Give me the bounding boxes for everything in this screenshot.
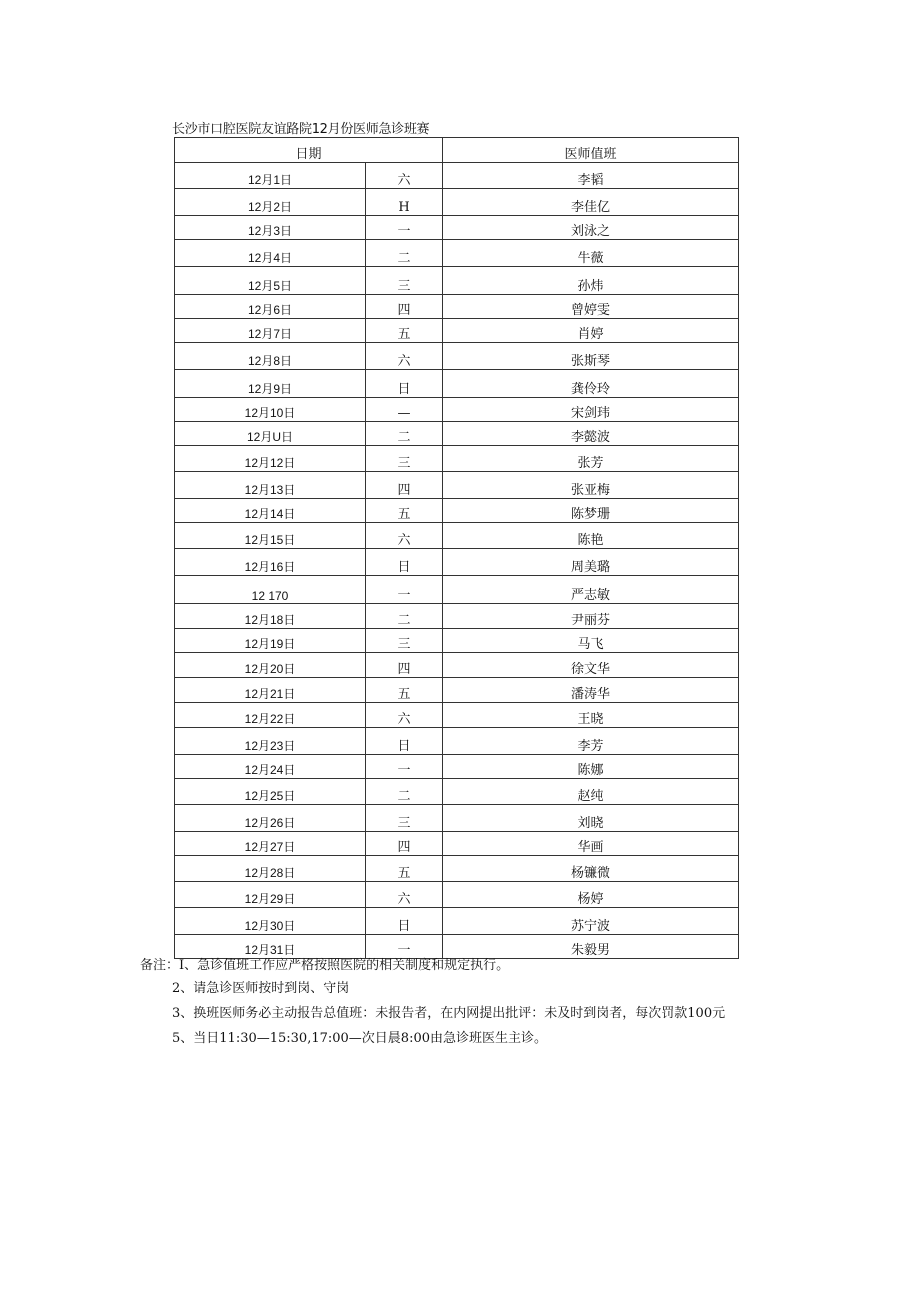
date-cell: 12月5日 bbox=[175, 267, 366, 295]
table-row bbox=[175, 523, 739, 549]
date-cell: 12月16日 bbox=[175, 549, 366, 576]
date-cell: 12月27日 bbox=[175, 832, 366, 856]
weekday-cell: 三 bbox=[366, 805, 443, 832]
table-row bbox=[175, 319, 739, 343]
doctor-cell: 张亚梅 bbox=[443, 472, 739, 499]
doctor-cell: 龚伶玲 bbox=[443, 370, 739, 398]
weekday-cell: 六 bbox=[366, 523, 443, 549]
weekday-cell: 三 bbox=[366, 629, 443, 653]
doctor-cell: 刘晓 bbox=[443, 805, 739, 832]
date-cell: 12月9日 bbox=[175, 370, 366, 398]
weekday-cell: 日 bbox=[366, 728, 443, 755]
table-header-row bbox=[175, 138, 739, 163]
weekday-cell: 日 bbox=[366, 549, 443, 576]
doctor-cell: 杨婷 bbox=[443, 882, 739, 908]
weekday-cell: 四 bbox=[366, 832, 443, 856]
weekday-cell: 六 bbox=[366, 343, 443, 370]
doctor-cell: 王晓 bbox=[443, 703, 739, 728]
date-cell: 12月U日 bbox=[175, 422, 366, 446]
date-cell: 12月23日 bbox=[175, 728, 366, 755]
date-cell: 12月7日 bbox=[175, 319, 366, 343]
remark-intro: 备注：I、急诊值班工作应严格按照医院的相关制度和规定执行。 bbox=[140, 958, 510, 973]
weekday-cell: 四 bbox=[366, 653, 443, 678]
remark-item: 2、请急诊医师按时到岗、守岗 bbox=[172, 981, 350, 996]
remark-item: 5、当日11:30—15:30,17:00—次日晨8:00由急诊班医生主诊。 bbox=[172, 1031, 547, 1046]
weekday-cell: 五 bbox=[366, 319, 443, 343]
doctor-cell: 陈艳 bbox=[443, 523, 739, 549]
weekday-cell: 六 bbox=[366, 882, 443, 908]
table-row bbox=[175, 189, 739, 216]
date-cell: 12月4日 bbox=[175, 240, 366, 267]
table-row bbox=[175, 779, 739, 805]
doctor-column-header: 医师值班 bbox=[443, 138, 739, 163]
weekday-cell: 一 bbox=[366, 935, 443, 959]
doctor-cell: 赵纯 bbox=[443, 779, 739, 805]
doctor-cell: 肖婷 bbox=[443, 319, 739, 343]
table-row bbox=[175, 499, 739, 523]
date-cell: 12月31日 bbox=[175, 935, 366, 959]
date-cell: 12月26日 bbox=[175, 805, 366, 832]
doctor-cell: 徐文华 bbox=[443, 653, 739, 678]
table-row bbox=[175, 398, 739, 422]
doctor-cell: 杨镰微 bbox=[443, 856, 739, 882]
doctor-cell: 苏宁波 bbox=[443, 908, 739, 935]
date-cell: 12月13日 bbox=[175, 472, 366, 499]
doctor-cell: 孙炜 bbox=[443, 267, 739, 295]
doctor-cell: 牛薇 bbox=[443, 240, 739, 267]
weekday-cell: 四 bbox=[366, 472, 443, 499]
date-cell: 12月22日 bbox=[175, 703, 366, 728]
weekday-cell: 四 bbox=[366, 295, 443, 319]
doctor-cell: 李佳亿 bbox=[443, 189, 739, 216]
table-row bbox=[175, 678, 739, 703]
table-row bbox=[175, 343, 739, 370]
doctor-cell: 尹丽芬 bbox=[443, 604, 739, 629]
doctor-cell: 宋剑玮 bbox=[443, 398, 739, 422]
remark-item: 3、换班医师务必主动报告总值班：未报告者，在内网提出批评：未及时到岗者，每次罚款100元 bbox=[172, 1006, 726, 1021]
date-cell: 12月21日 bbox=[175, 678, 366, 703]
doctor-cell: 华画 bbox=[443, 832, 739, 856]
date-cell: 12月12日 bbox=[175, 446, 366, 472]
doctor-cell: 周美璐 bbox=[443, 549, 739, 576]
date-cell: 12月20日 bbox=[175, 653, 366, 678]
table-row bbox=[175, 295, 739, 319]
roster-body bbox=[175, 163, 739, 959]
weekday-cell: 日 bbox=[366, 370, 443, 398]
duty-roster-table bbox=[174, 137, 739, 959]
weekday-cell: 一 bbox=[366, 216, 443, 240]
weekday-cell: — bbox=[366, 398, 443, 422]
weekday-cell: 二 bbox=[366, 422, 443, 446]
date-cell: 12月2日 bbox=[175, 189, 366, 216]
table-row bbox=[175, 856, 739, 882]
table-row bbox=[175, 653, 739, 678]
table-row bbox=[175, 370, 739, 398]
doctor-cell: 李懿波 bbox=[443, 422, 739, 446]
table-row bbox=[175, 629, 739, 653]
table-row bbox=[175, 832, 739, 856]
doctor-cell: 曾婷雯 bbox=[443, 295, 739, 319]
table-row bbox=[175, 728, 739, 755]
date-cell: 12月25日 bbox=[175, 779, 366, 805]
date-cell: 12月8日 bbox=[175, 343, 366, 370]
table-row bbox=[175, 216, 739, 240]
weekday-cell: 一 bbox=[366, 576, 443, 604]
date-cell: 12月24日 bbox=[175, 755, 366, 779]
weekday-cell: H bbox=[366, 189, 443, 216]
doctor-cell: 李芳 bbox=[443, 728, 739, 755]
table-row bbox=[175, 163, 739, 189]
table-row bbox=[175, 576, 739, 604]
weekday-cell: 日 bbox=[366, 908, 443, 935]
weekday-cell: 三 bbox=[366, 446, 443, 472]
doctor-cell: 陈梦珊 bbox=[443, 499, 739, 523]
date-column-header: 日期 bbox=[175, 138, 443, 163]
weekday-cell: 五 bbox=[366, 499, 443, 523]
doctor-cell: 马飞 bbox=[443, 629, 739, 653]
table-row bbox=[175, 604, 739, 629]
doctor-cell: 严志敏 bbox=[443, 576, 739, 604]
doctor-cell: 张芳 bbox=[443, 446, 739, 472]
weekday-cell: 二 bbox=[366, 604, 443, 629]
table-row bbox=[175, 935, 739, 959]
doctor-cell: 刘泳之 bbox=[443, 216, 739, 240]
table-row bbox=[175, 472, 739, 499]
weekday-cell: 五 bbox=[366, 678, 443, 703]
table-row bbox=[175, 805, 739, 832]
date-cell: 12月29日 bbox=[175, 882, 366, 908]
table-row bbox=[175, 549, 739, 576]
weekday-cell: 二 bbox=[366, 779, 443, 805]
date-cell: 12月6日 bbox=[175, 295, 366, 319]
table-row bbox=[175, 703, 739, 728]
document-title: 长沙市口腔医院友谊路院12月份医师急诊班赛 bbox=[172, 122, 430, 137]
date-cell: 12月18日 bbox=[175, 604, 366, 629]
doctor-cell: 潘涛华 bbox=[443, 678, 739, 703]
weekday-cell: 六 bbox=[366, 163, 443, 189]
remarks-section bbox=[140, 956, 740, 1049]
table-row bbox=[175, 882, 739, 908]
date-cell: 12月10日 bbox=[175, 398, 366, 422]
weekday-cell: 三 bbox=[366, 267, 443, 295]
doctor-cell: 朱毅男 bbox=[443, 935, 739, 959]
date-cell: 12月3日 bbox=[175, 216, 366, 240]
date-cell: 12月15日 bbox=[175, 523, 366, 549]
date-cell: 12月14日 bbox=[175, 499, 366, 523]
table-row bbox=[175, 240, 739, 267]
table-row bbox=[175, 267, 739, 295]
table-row bbox=[175, 446, 739, 472]
weekday-cell: 一 bbox=[366, 755, 443, 779]
date-cell: 12月1日 bbox=[175, 163, 366, 189]
doctor-cell: 李韬 bbox=[443, 163, 739, 189]
weekday-cell: 五 bbox=[366, 856, 443, 882]
weekday-cell: 六 bbox=[366, 703, 443, 728]
date-cell: 12月19日 bbox=[175, 629, 366, 653]
table-row bbox=[175, 422, 739, 446]
weekday-cell: 二 bbox=[366, 240, 443, 267]
table-row bbox=[175, 908, 739, 935]
date-cell: 12月30日 bbox=[175, 908, 366, 935]
table-row bbox=[175, 755, 739, 779]
doctor-cell: 张斯琴 bbox=[443, 343, 739, 370]
date-cell: 12 170 bbox=[175, 576, 366, 604]
doctor-cell: 陈娜 bbox=[443, 755, 739, 779]
date-cell: 12月28日 bbox=[175, 856, 366, 882]
